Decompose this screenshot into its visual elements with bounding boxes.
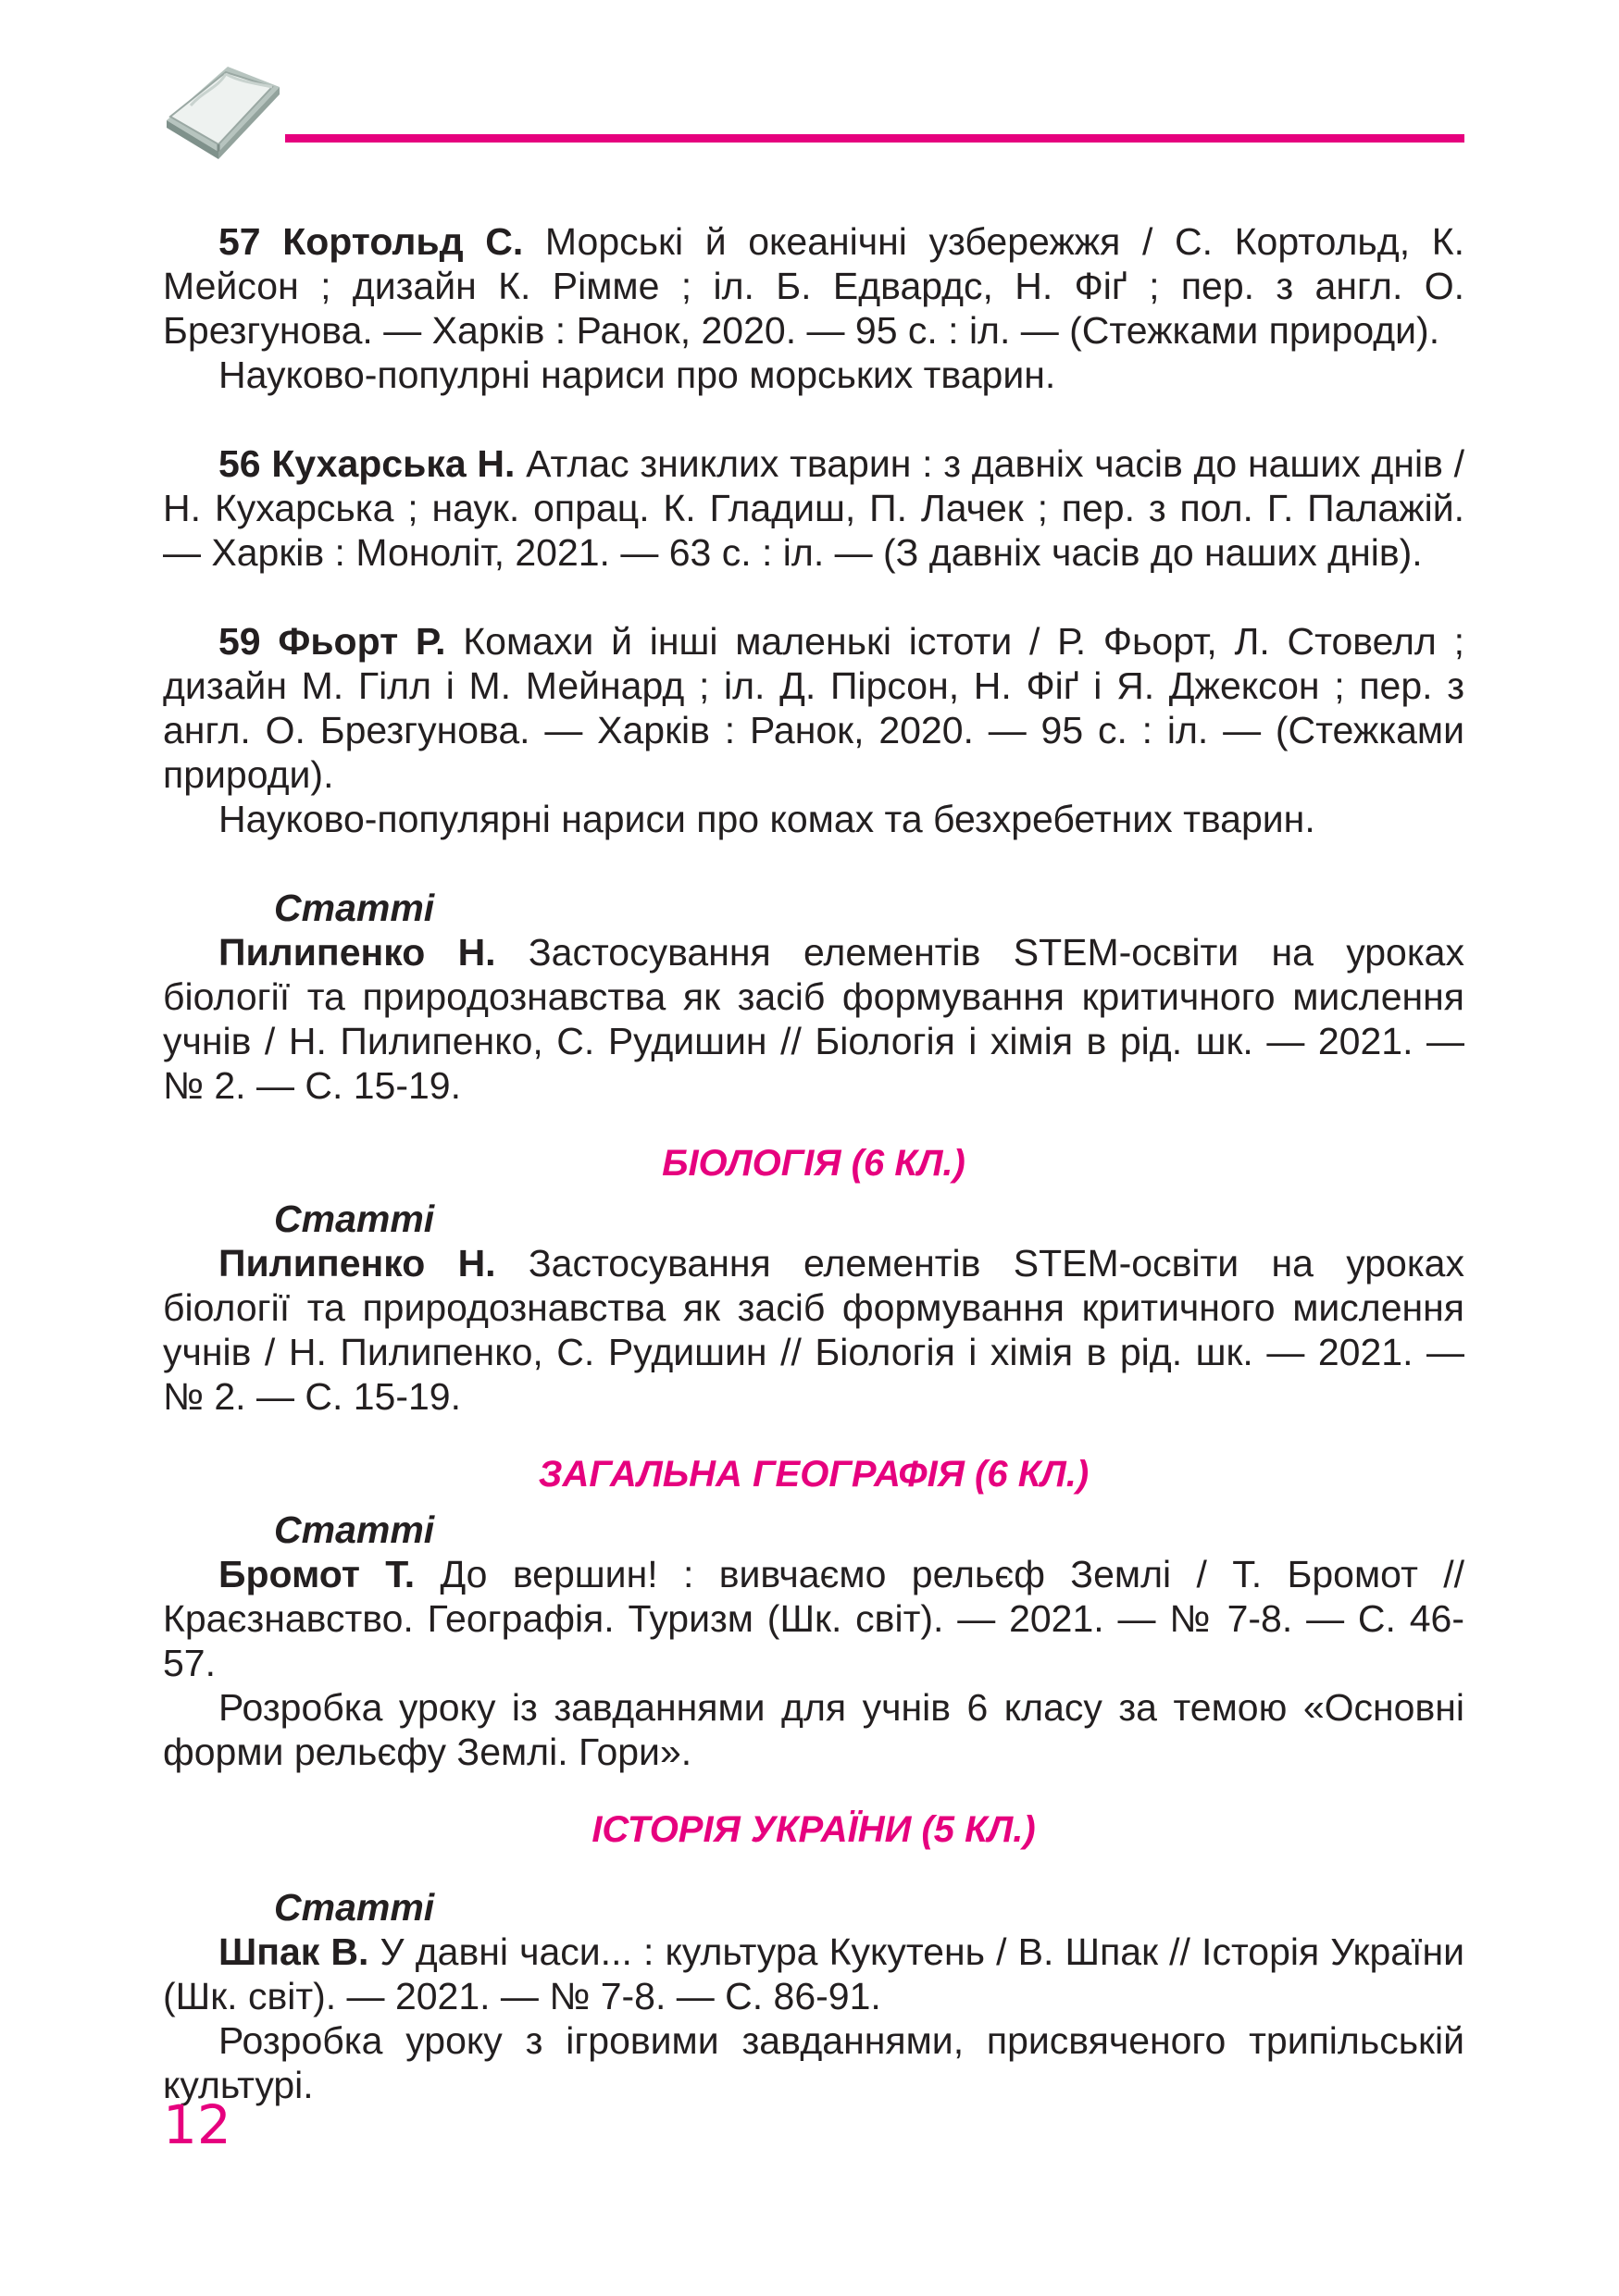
entry-author: 57 Кортольд С. xyxy=(218,220,524,263)
articles-block xyxy=(163,1197,1464,1419)
articles-label: Статті xyxy=(274,1508,435,1551)
entry-annotation: Розробка уроку із завданнями для учнів 6 класу за темою «Основні форми рельєфу Землі. Гори». xyxy=(163,1686,1464,1773)
page-number: 12 xyxy=(163,2093,231,2156)
articles-block xyxy=(163,886,1464,1108)
open-book-icon xyxy=(163,63,283,165)
entry-description: Комахи й інші маленькі істоти / Р. Фьорт, Л. Стовелл ; дизайн М. Гілл і М. Мейнард ; іл. Д. Пірсон, Н. Фіґ і Я. Джексон ; пер. з англ. О. Брезгунова. — Харків : Ранок, 2020. — 95 с. : іл. — (Стежками природи). xyxy=(163,620,1464,796)
articles-label: Статті xyxy=(274,1886,435,1929)
entry-text xyxy=(163,1552,1464,1685)
entry-annotation: Науково-популярні нариси про комах та безхребетних тварин. xyxy=(218,798,1315,840)
section-heading-biology: БІОЛОГІЯ (6 КЛ.) xyxy=(662,1143,965,1184)
articles-block xyxy=(163,1508,1464,1774)
entry-text xyxy=(163,441,1464,575)
entry-annotation: Розробка уроку з ігровими завданнями, присвяченого трипільській культурі. xyxy=(163,2019,1464,2106)
entry-author: 56 Кухарська Н. xyxy=(218,442,516,485)
entry-text xyxy=(163,1930,1464,2018)
book-entry xyxy=(163,219,1464,397)
entry-author: Шпак В. xyxy=(218,1930,369,1973)
entry-text xyxy=(163,1241,1464,1419)
entry-description: Атлас зниклих тварин : з давніх часів до наших днів / Н. Кухарська ; наук. опрац. К. Гладиш, П. Лачек ; пер. з пол. Г. Палажій. — Харків : Моноліт, 2021. — 63 с. : іл. — (З давніх часів до наших днів). xyxy=(163,442,1464,574)
articles-block xyxy=(163,1885,1464,2107)
entry-text xyxy=(163,930,1464,1108)
entry-description: Морські й океанічні узбережжя / С. Кортольд, К. Мейсон ; дизайн К. Рімме ; іл. Б. Едвардс, Н. Фіґ ; пер. з англ. О. Брезгунова. — Харків : Ранок, 2020. — 95 с. : іл. — (Стежками природи). xyxy=(163,220,1464,352)
entry-author: Пилипенко Н. xyxy=(218,931,496,974)
book-entry xyxy=(163,619,1464,841)
header-rule xyxy=(285,134,1464,143)
entry-description: Застосування елементів STEM-освіти на уроках біології та природознавства як засіб формування критичного мислення учнів / Н. Пилипенко, С. Рудишин // Біологія і хімія в рід. шк. — 2021. — № 2. — С. 15-19. xyxy=(163,931,1464,1107)
entry-text xyxy=(163,619,1464,797)
articles-label: Статті xyxy=(274,1198,435,1240)
entry-description: У давні часи... : культура Кукутень / В. Шпак // Історія України (Шк. світ). — 2021. — № 7-8. — С. 86-91. xyxy=(163,1930,1464,2017)
entry-description: До вершин! : вивчаємо рельєф Землі / Т. Бромот // Краєзнавство. Географія. Туризм (Шк. світ). — 2021. — № 7-8. — С. 46-57. xyxy=(163,1553,1464,1684)
entry-annotation: Науково-популрні нариси про морських тварин. xyxy=(218,354,1056,396)
entry-author: Бромот Т. xyxy=(218,1553,416,1595)
book-entry xyxy=(163,441,1464,575)
articles-label: Статті xyxy=(274,887,435,929)
entry-author: Пилипенко Н. xyxy=(218,1242,496,1285)
entry-description: Застосування елементів STEM-освіти на уроках біології та природознавства як засіб формування критичного мислення учнів / Н. Пилипенко, С. Рудишин // Біологія і хімія в рід. шк. — 2021. — № 2. — С. 15-19. xyxy=(163,1242,1464,1418)
entry-text xyxy=(163,219,1464,353)
section-heading-history: ІСТОРІЯ УКРАЇНИ (5 КЛ.) xyxy=(592,1809,1036,1850)
entry-author: 59 Фьорт Р. xyxy=(218,620,446,663)
section-heading-geography: ЗАГАЛЬНА ГЕОГРАФІЯ (6 КЛ.) xyxy=(538,1454,1090,1495)
bibliography-content xyxy=(163,219,1464,2152)
